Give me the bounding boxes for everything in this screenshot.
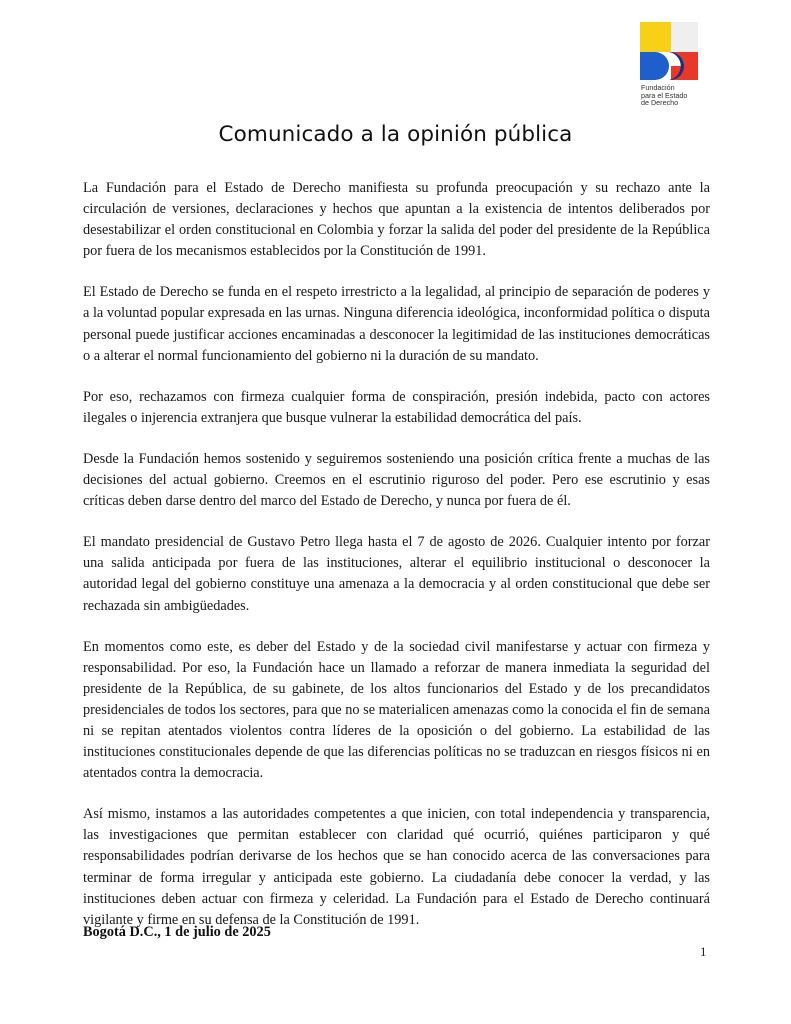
organization-logo <box>640 22 700 112</box>
logo-blue-d-shape <box>640 52 669 80</box>
page-number: 1 <box>700 944 707 959</box>
paragraph: En momentos como este, es deber del Estado y de la sociedad civil manifestarse y actuar con firmeza y responsabilidad. Por eso, la Fundación hace un llamado a reforzar de manera inmediata la seguridad del presidente de la República, de su gabinete, de los altos funcionarios del Estado y de los precandidatos presidenciales de todos los sectores, para que no se materialicen amenazas como la conocida el fin de semana ni se repitan atentados violentos contra líderes de la oposición o del gobierno. La estabilidad de las instituciones constitucionales depende de que las diferencias políticas no se traduzcan en riesgos físicos ni en atentados contra la democracia. <box>83 638 710 782</box>
logo-line-3: de Derecho <box>641 98 679 108</box>
paragraph: El Estado de Derecho se funda en el respeto irrestricto a la legalidad, al principio de separación de poderes y a la voluntad popular expresada en las urnas. Ninguna diferencia ideológica, inconformidad política o disputa personal puede justificar acciones encaminadas a desconocer la legitimidad de las instituciones democráticas o a alterar el normal funcionamiento del gobierno ni la duración de su mandato. <box>83 284 710 364</box>
paragraph: La Fundación para el Estado de Derecho manifiesta su profunda preocupación y su rechazo ante la circulación de versiones, declaraciones y hechos que apuntan a la existencia de intentos deliberados por desestabilizar el orden constitucional en Colombia y forzar la salida del poder del presidente de la República por fuera de los mecanismos establecidos por la Constitución de 1991. <box>83 180 710 260</box>
logo-yellow-block <box>640 22 671 52</box>
logo-line-2: para el Estado <box>641 90 688 100</box>
fundacion-logo-icon <box>640 22 698 80</box>
logo-light-block <box>671 22 698 52</box>
document-title: Comunicado a la opinión pública <box>218 122 573 147</box>
paragraph: Desde la Fundación hemos sostenido y seguiremos sosteniendo una posición crítica frente a muchas de las decisiones del actual gobierno. Creemos en el escrutinio riguroso del poder. Pero ese escrutinio y esas críticas deben darse dentro del marco del Estado de Derecho, y nunca por fuera de él. <box>83 450 710 510</box>
document-body <box>83 178 710 951</box>
logo-wordmark <box>641 84 711 107</box>
signature-date-line: Bogotá D.C., 1 de julio de 2025 <box>83 924 271 940</box>
paragraph: Por eso, rechazamos con firmeza cualquier forma de conspiración, presión indebida, pacto con actores ilegales o injerencia extranjera que busque vulnerar la estabilidad democrática del país. <box>83 388 710 426</box>
paragraph: El mandato presidencial de Gustavo Petro llega hasta el 7 de agosto de 2026. Cualquier intento por forzar una salida anticipada por fuera de las instituciones, alterar el equilibrio institucional o desconocer la autoridad legal del gobierno constituye una amenaza a la democracia y al orden constitucional que debe ser rechazada sin ambigüedades. <box>83 534 710 614</box>
paragraph: Así mismo, instamos a las autoridades competentes a que inicien, con total independencia y transparencia, las investigaciones que permitan establecer con claridad qué ocurrió, quiénes participaron y qué responsabilidades podrían derivarse de los hechos que se han conocido acerca de las conversaciones para terminar de forma irregular y anticipada este gobierno. La ciudadanía debe conocer la verdad, y las instituciones deben actuar con firmeza y celeridad. La Fundación para el Estado de Derecho continuará vigilante y firme en su defensa de la Constitución de 1991. <box>83 806 710 928</box>
logo-line-1: Fundación <box>641 83 675 92</box>
